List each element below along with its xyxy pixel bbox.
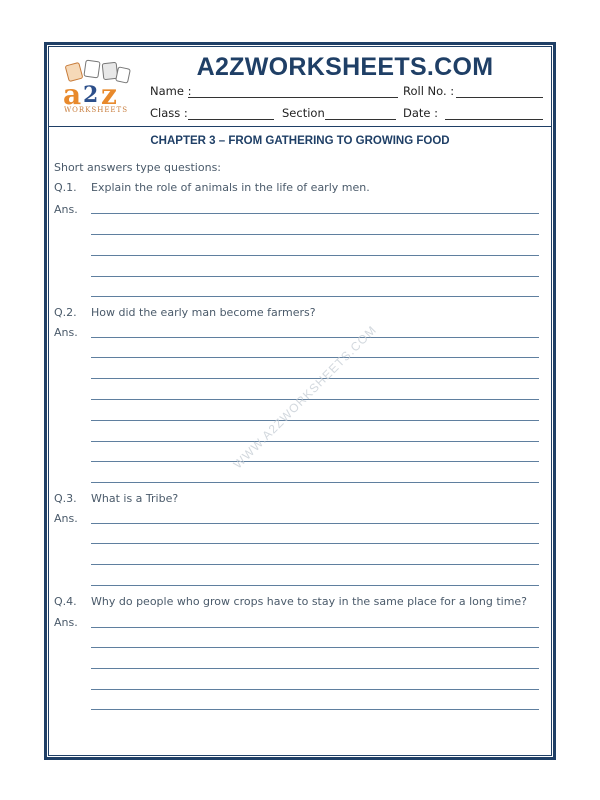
answer-line[interactable]	[91, 543, 539, 544]
question-1-text: Explain the role of animals in the life of early men.	[91, 181, 370, 194]
question-3-number: Q.3.	[54, 492, 77, 505]
answer-line[interactable]	[91, 689, 539, 690]
answer-line[interactable]	[91, 296, 539, 297]
question-2-ans-label: Ans.	[54, 326, 78, 339]
answer-line[interactable]	[91, 627, 539, 628]
answer-line[interactable]	[91, 276, 539, 277]
chapter-title: CHAPTER 3 – FROM GATHERING TO GROWING FOOD	[150, 135, 450, 147]
date-field[interactable]	[445, 119, 543, 120]
answer-line[interactable]	[91, 482, 539, 483]
answer-line[interactable]	[91, 564, 539, 565]
section-field[interactable]	[325, 119, 396, 120]
instructions: Short answers type questions:	[54, 161, 222, 174]
name-field[interactable]	[188, 97, 398, 98]
svg-text:2: 2	[83, 82, 99, 108]
answer-line[interactable]	[91, 420, 539, 421]
answer-line[interactable]	[91, 709, 539, 710]
logo-caption: WORKSHEETS	[63, 106, 129, 114]
answer-line[interactable]	[91, 337, 539, 338]
svg-text:z: z	[101, 78, 117, 111]
answer-line[interactable]	[91, 399, 539, 400]
answer-line[interactable]	[91, 668, 539, 669]
question-4-ans-label: Ans.	[54, 616, 78, 629]
answer-line[interactable]	[91, 647, 539, 648]
question-1-ans-label: Ans.	[54, 203, 78, 216]
question-2-number: Q.2.	[54, 306, 77, 319]
name-label: Name :	[150, 84, 192, 98]
question-2-text: How did the early man become farmers?	[91, 306, 316, 319]
answer-line[interactable]	[91, 441, 539, 442]
class-label: Class :	[150, 106, 188, 120]
question-4-text: Why do people who grow crops have to stay in the same place for a long time?	[91, 595, 528, 608]
watermark: WWW.A2ZWORKSHEETS.COM	[230, 322, 380, 472]
date-label: Date :	[403, 106, 439, 120]
answer-line[interactable]	[91, 357, 539, 358]
class-field[interactable]	[188, 119, 274, 120]
question-3-ans-label: Ans.	[54, 512, 78, 525]
answer-line[interactable]	[91, 234, 539, 235]
header-divider	[48, 126, 552, 127]
answer-line[interactable]	[91, 213, 539, 214]
roll-no-label: Roll No. :	[403, 84, 455, 98]
answer-line[interactable]	[91, 255, 539, 256]
question-1-number: Q.1.	[54, 181, 77, 194]
section-label: Section	[282, 106, 325, 120]
answer-line[interactable]	[91, 523, 539, 524]
question-4-number: Q.4.	[54, 595, 77, 608]
svg-text:a: a	[63, 78, 82, 111]
question-3-text: What is a Tribe?	[91, 492, 179, 505]
site-title: A2ZWORKSHEETS.COM	[196, 53, 494, 81]
answer-line[interactable]	[91, 585, 539, 586]
roll-no-field[interactable]	[456, 97, 543, 98]
answer-line[interactable]	[91, 461, 539, 462]
